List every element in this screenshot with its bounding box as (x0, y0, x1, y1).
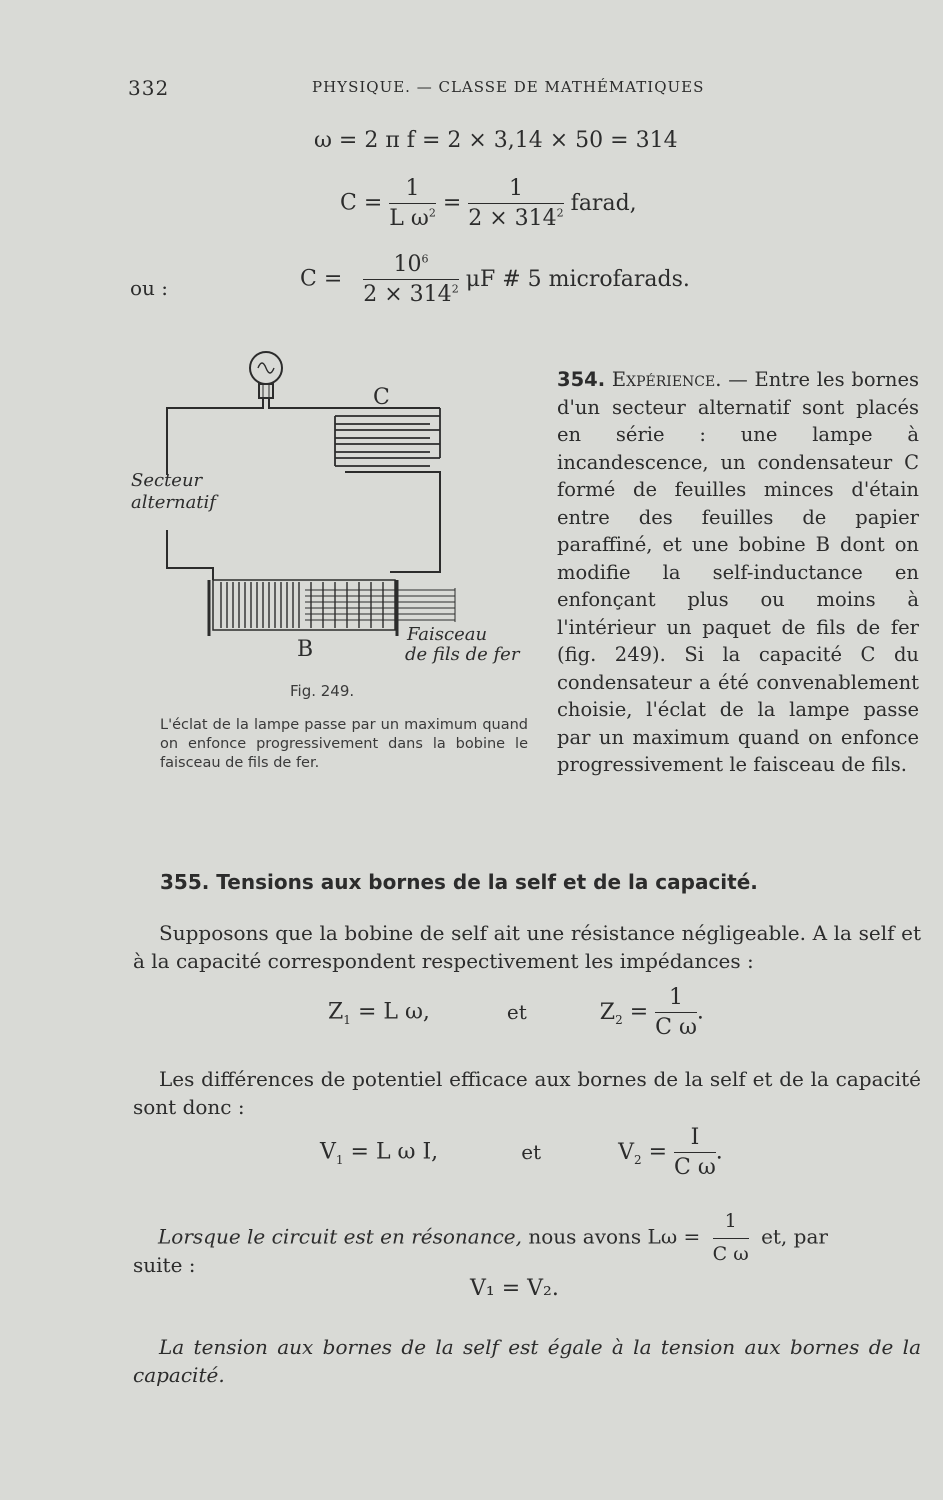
section-354-paragraph (557, 366, 919, 779)
figure-number: Fig. 249. (290, 682, 355, 700)
fraction-1: $\frac{1}{L \omega^2}$ (389, 176, 436, 231)
running-title: PHYSIQUE. — CLASSE DE MATHÉMATIQUES (312, 78, 705, 96)
c-unit: farad, (570, 191, 637, 216)
fraction-2: $\frac{1}{2 \times 314^2}$ (468, 176, 564, 231)
section-354-heading: Expérience. (611, 368, 722, 391)
capacitance-microfarad-equation: C = $\frac{10^6}{2 \times 314^2}$ μF # 5 microfarads. (300, 252, 690, 307)
section-355-conclusion: La tension aux bornes de la self est égale à la tension aux bornes de la capacité. (133, 1335, 921, 1387)
page-number: 332 (128, 76, 170, 100)
capacitance-equation: C = $\frac{1}{L \omega^2}$ = $\frac{1}{2 \times 314^2}$ farad, (340, 176, 637, 231)
wire-right (345, 472, 440, 572)
voltage-equations: $V_1 = L$ ω I, et $V_2$ = $\frac{I}{\text{C ω}}$ . (320, 1125, 723, 1180)
section-355-paragraph-2: Les différences de potentiel efficace aux bornes de la self et de la capacité sont donc : (133, 1067, 921, 1119)
fraction-resonance: $\frac{1}{\text{C ω}}$ (712, 1210, 749, 1265)
fraction-v2: $\frac{I}{\text{C ω}}$ (674, 1125, 716, 1180)
impedance-equations: $Z_1 = L$ ω, et $Z_2$ = $\frac{1}{\text{C ω}}$ . (328, 985, 704, 1040)
coil-body (213, 580, 395, 630)
resonance-equation: V₁ = V₂. (470, 1276, 559, 1301)
label-b: B (297, 637, 314, 662)
coil-windings (221, 582, 383, 628)
circuit-diagram (125, 340, 545, 670)
figure-caption: L'éclat de la lampe passe par un maximum quand on enfonce progressivement dans la bobine le faisceau de fils de fer. (160, 717, 528, 771)
section-355-title: 355. Tensions aux bornes de la self et de la capacité. (160, 870, 758, 894)
capacitor-plates (335, 408, 440, 466)
c-lhs: C = (340, 190, 383, 216)
section-355-paragraph-1: Supposons que la bobine de self ait une résistance négligeable. A la self et à la capacité correspondent respectivement les impédances : (133, 921, 921, 973)
section-355-suite: suite : (133, 1253, 196, 1277)
fraction-z2: $\frac{1}{\text{C ω}}$ (655, 985, 697, 1040)
section-354-text: — Entre les bornes d'un secteur alternatif sont placés en série : une lampe à incandescence, un condensateur C formé de feuilles minces d'étain entre des feuilles de papier paraffiné, et une bobine B dont on modifie la self-inductance en enfonçant plus ou moins à l'intérieur un paquet de fils de fer (fig. 249). Si la capacité C du condensateur a été convenablement choisie, l'éclat de la lampe passe par un maximum quand on enfonce progressivement le faisceau de fils. (557, 368, 920, 776)
label-fils-de-fer: de fils de fer (405, 644, 520, 665)
omega-equation: ω = 2 π f = 2 × 3,14 × 50 = 314 (314, 128, 678, 153)
wire-left-top (167, 398, 263, 475)
ou-label: ou : (130, 276, 169, 300)
section-355-paragraph-3: Lorsque le circuit est en résonance, nous avons Lω = $\frac{1}{\text{C ω}}$ et, par (158, 1208, 828, 1268)
lamp-base (259, 384, 273, 398)
iron-wire-bundle (305, 588, 455, 622)
label-c: C (373, 385, 390, 410)
wire-right-top (269, 398, 440, 408)
label-alternatif: alternatif (131, 492, 216, 513)
section-354-number: 354. (557, 368, 606, 391)
label-faisceau: Faisceau (407, 624, 488, 645)
wire-left-bottom (167, 530, 213, 580)
fraction-3: $\frac{10^6}{2 \times 314^2}$ (363, 252, 459, 307)
label-secteur: Secteur (131, 470, 203, 491)
